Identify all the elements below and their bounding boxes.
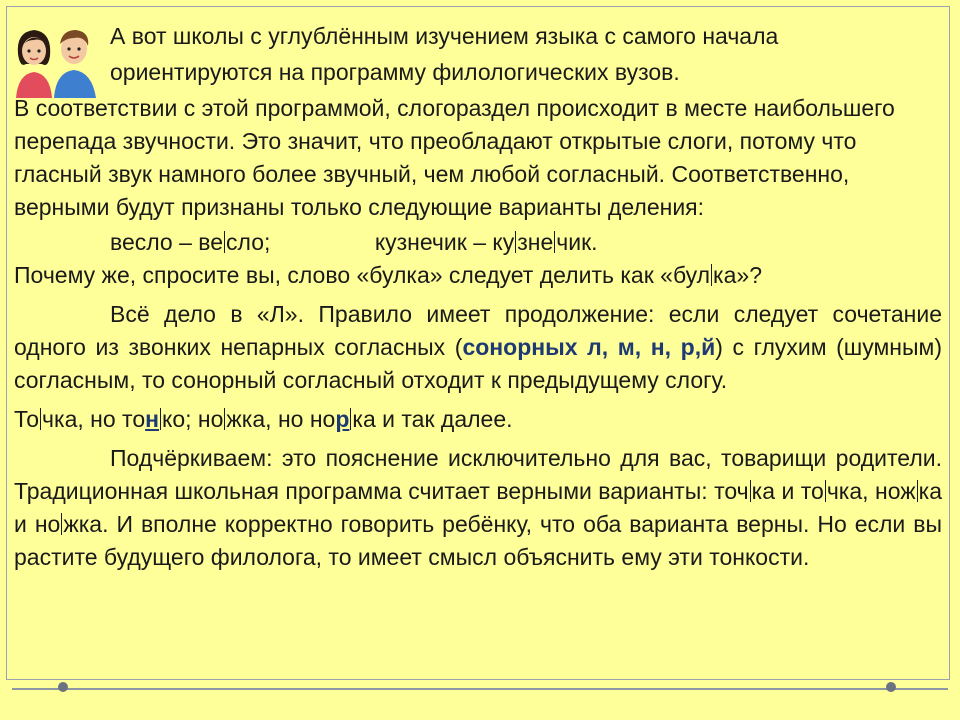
syllable-divider — [825, 480, 826, 502]
syllable-divider — [711, 264, 712, 286]
sonorant-list: сонорных л, м, н, р,й — [462, 334, 716, 360]
paragraph-3-s3: чка, нож — [826, 478, 916, 504]
examples-line-2 — [14, 403, 942, 436]
example-2-mid: зне — [517, 229, 554, 255]
question-rest: ка»? — [713, 262, 762, 288]
ex2-p4: ко; но — [162, 406, 224, 432]
paragraph-3-s1: Подчёркиваем: это пояснение исключительно для вас, товарищи родители. Традиционная школьная программа считает верными варианты: точ — [14, 445, 942, 504]
paragraph-3-s4: ка и но — [14, 478, 942, 537]
syllable-divider — [750, 480, 751, 502]
underlined-letter-n: н — [145, 406, 160, 432]
example-2 — [375, 226, 598, 259]
syllable-divider — [40, 408, 41, 430]
intro-line-1: А вот школы с углублённым изучением языка с самого начала — [110, 23, 779, 49]
example-1-part: весло – ве — [110, 229, 224, 255]
intro-line-2: ориентируются на программу филологических вузов. — [110, 59, 680, 85]
bottom-divider — [12, 688, 948, 690]
example-2-part: кузнечик – ку — [374, 229, 515, 255]
ex2-p1: То — [14, 406, 40, 432]
examples-row — [14, 226, 942, 259]
paragraph-2-start: Всё дело в «Л». Правило имеет продолжение: если следует сочетание одного из звонких непарных согласных ( — [14, 301, 942, 360]
syllable-divider — [160, 408, 161, 430]
divider-dot-left — [58, 682, 68, 692]
syllable-divider — [917, 480, 918, 502]
ex2-p7: ка и так далее. — [352, 406, 513, 432]
example-1-rest: сло; — [226, 229, 271, 255]
divider-dot-right — [886, 682, 896, 692]
example-2-rest: чик. — [556, 229, 598, 255]
underlined-letter-r: р — [335, 406, 350, 432]
slide-text — [14, 18, 942, 574]
ex2-p5: жка, но но — [226, 406, 336, 432]
paragraph-3-s5: жка. И вполне корректно говорить ребёнку, что оба варианта верны. Но если вы растите будущего филолога, то имеет смысл объяснить ему эти тонкости. — [14, 511, 942, 570]
paragraph-2 — [14, 298, 942, 397]
paragraph-3 — [14, 442, 942, 574]
paragraph-1: В соответствии с этой программой, слогораздел происходит в месте наибольшего перепада звучности. Это значит, что преобладают открытые слоги, потому что гласный звук намного более звучный, чем любой согласный. Соответственно, верными будут признаны только следующие варианты деления: — [14, 95, 895, 220]
paragraph-3-s2: ка и то — [751, 478, 824, 504]
paragraph-2-end: ) с глухим (шумным) согласным, то сонорный согласный отходит к предыдущему слогу. — [14, 334, 942, 393]
question-text: Почему же, спросите вы, слово «булка» следует делить как «бул — [14, 262, 711, 288]
question-line — [14, 259, 942, 292]
intro-heading — [14, 18, 942, 90]
syllable-divider — [224, 231, 225, 253]
ex2-p2: чка, но то — [42, 406, 146, 432]
